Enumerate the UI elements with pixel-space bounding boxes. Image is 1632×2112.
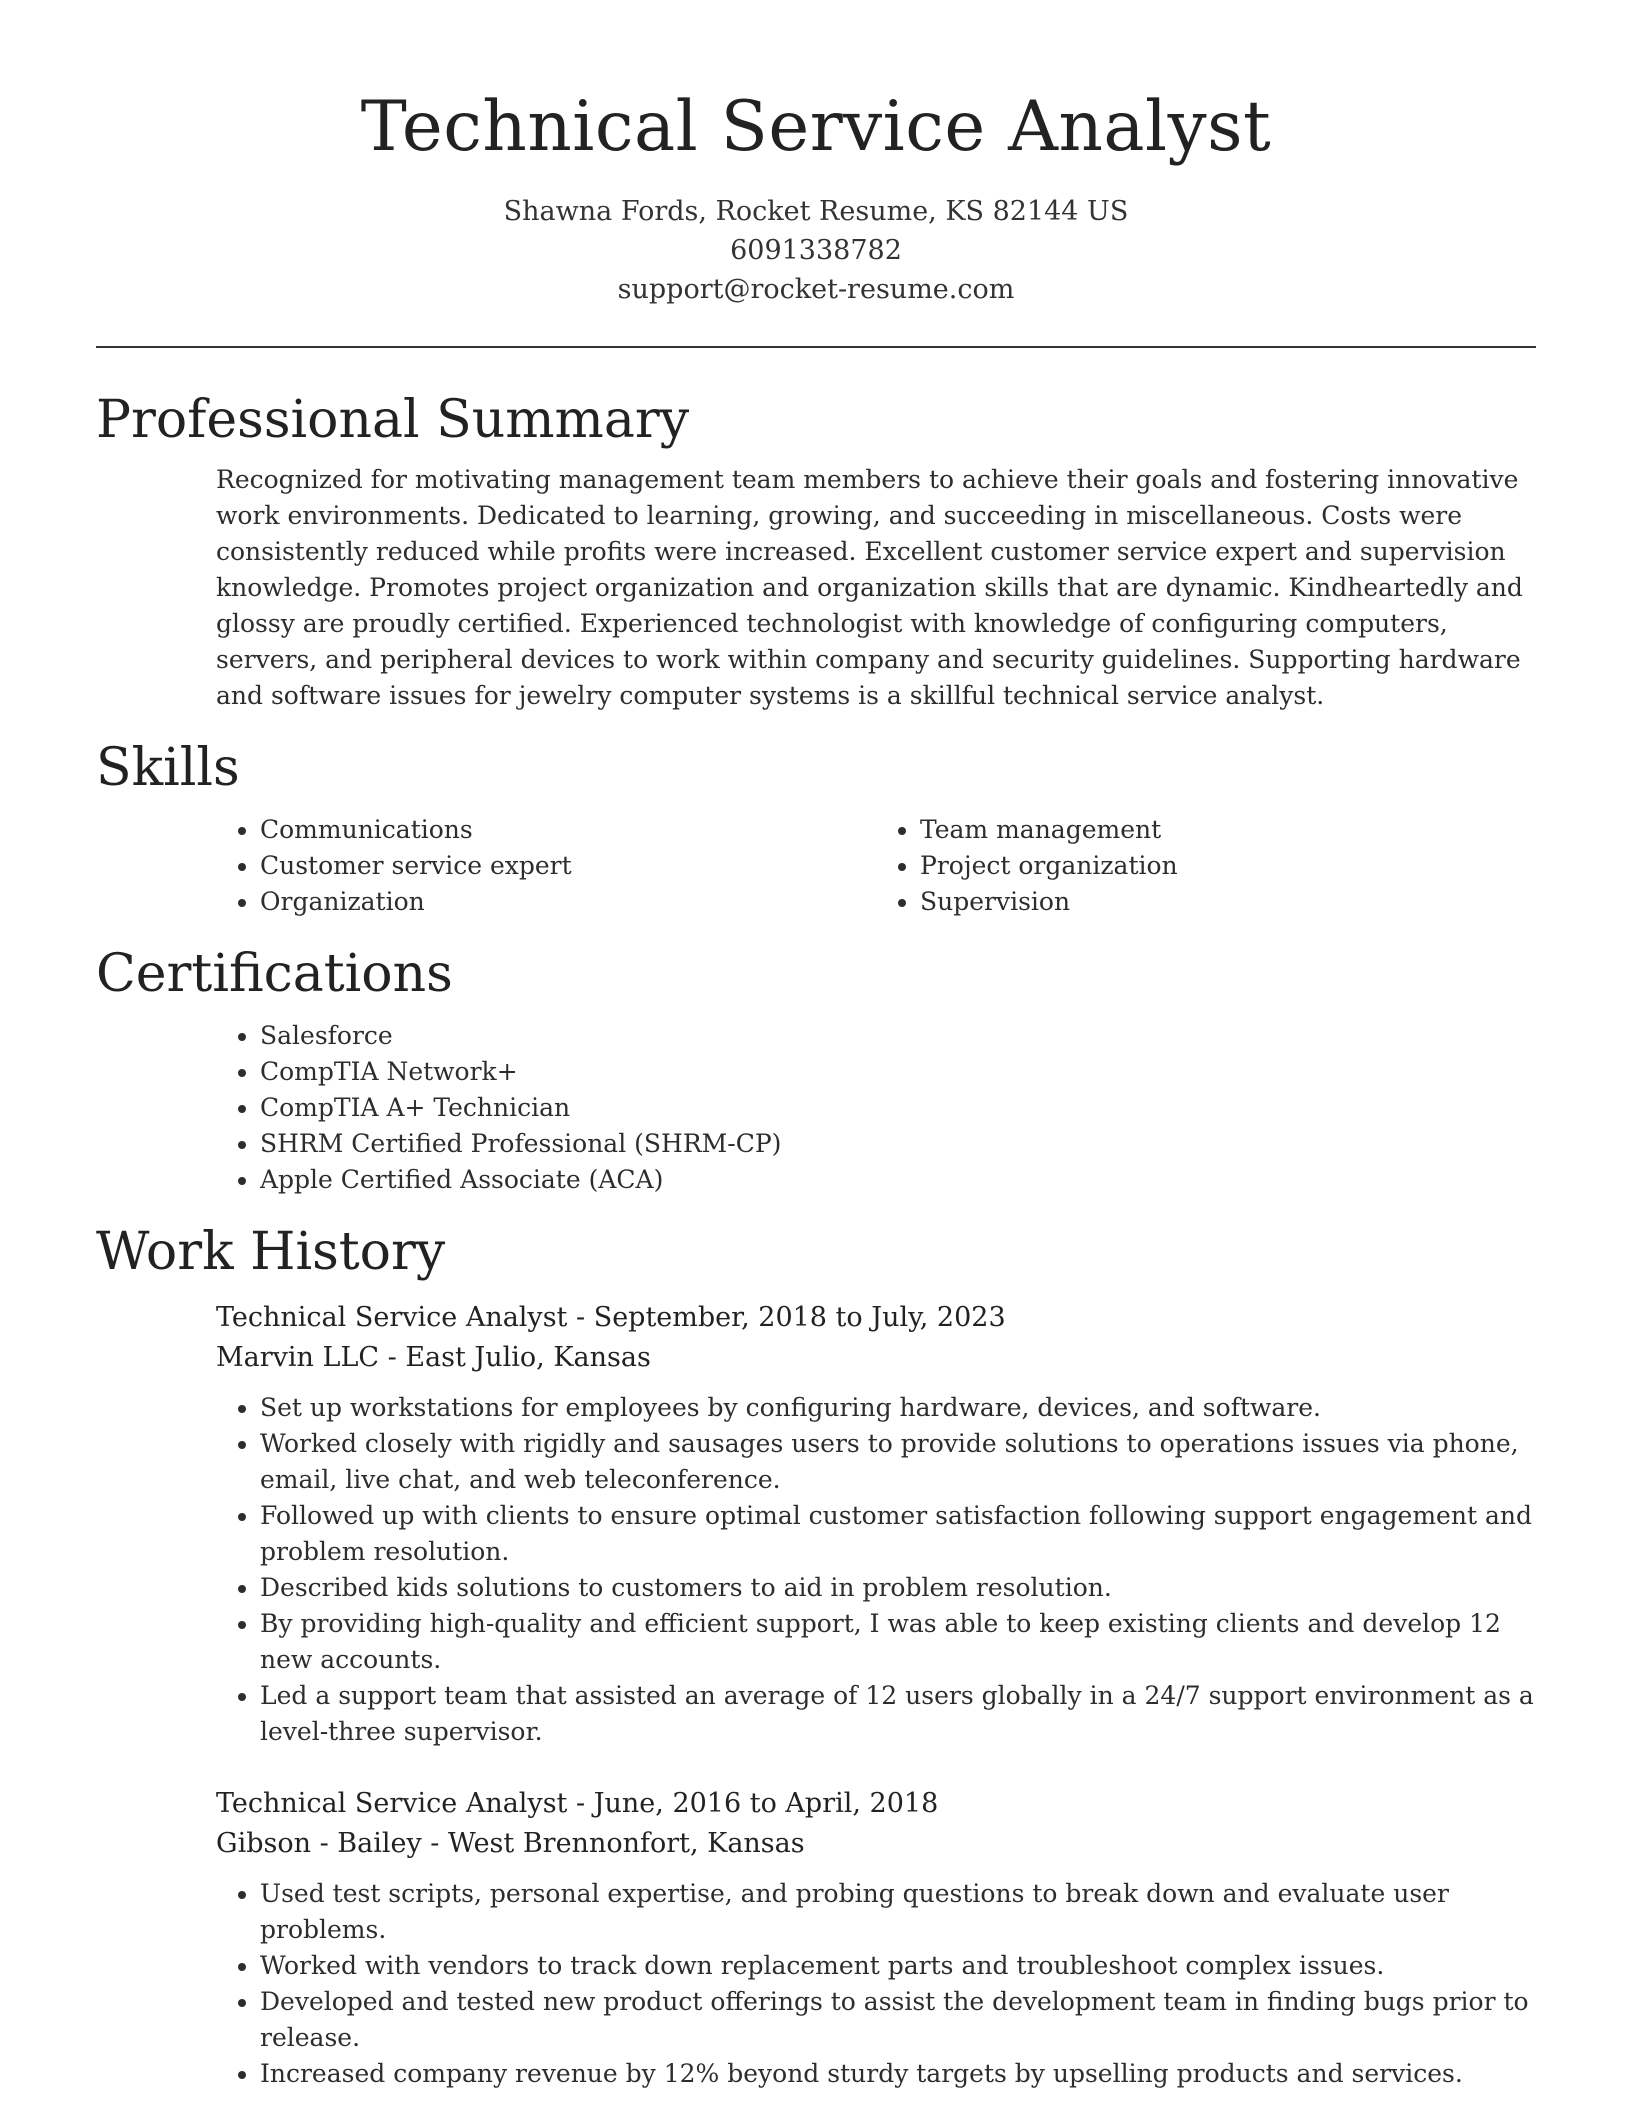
skill-item: • Team management bbox=[920, 812, 1536, 848]
job-bullet: • Worked closely with rigidly and sausages users to provide solutions to operations issues via phone, email, live chat, and web teleconference. bbox=[260, 1426, 1536, 1498]
job-bullet: • Worked with vendors to track down replacement parts and troubleshoot complex issues. bbox=[260, 1948, 1536, 1984]
job-title: Technical Service Analyst bbox=[216, 1302, 568, 1333]
job-responsibilities bbox=[216, 1876, 1536, 2092]
job-dates: June, 2016 to April, 2018 bbox=[593, 1788, 939, 1819]
work-history-heading: Work History bbox=[96, 1222, 446, 1282]
job-responsibilities bbox=[216, 1390, 1536, 1750]
skill-item: • Customer service expert bbox=[260, 848, 876, 884]
job-entry bbox=[216, 1298, 1536, 1750]
certifications-bullets bbox=[216, 1018, 1536, 1198]
skills-heading: Skills bbox=[96, 738, 240, 798]
certification-item: • SHRM Certified Professional (SHRM-CP) bbox=[260, 1126, 1536, 1162]
contact-info bbox=[96, 192, 1536, 309]
skill-item: • Project organization bbox=[920, 848, 1536, 884]
job-bullet: • Set up workstations for employees by configuring hardware, devices, and software. bbox=[260, 1390, 1536, 1426]
job-company: Gibson - Bailey bbox=[216, 1828, 422, 1859]
job-location: East Julio, Kansas bbox=[405, 1342, 651, 1373]
job-entry bbox=[216, 1784, 1536, 2092]
certifications-heading: Certifications bbox=[96, 944, 453, 1004]
job-company-line: Marvin LLC - East Julio, Kansas bbox=[216, 1342, 651, 1373]
job-title-line: Technical Service Analyst - June, 2016 to April, 2018 bbox=[216, 1788, 939, 1819]
resume-name: Technical Service Analyst bbox=[360, 87, 1272, 167]
job-company-line: Gibson - Bailey - West Brennonfort, Kansas bbox=[216, 1828, 805, 1859]
certification-item: • CompTIA Network+ bbox=[260, 1054, 1536, 1090]
skill-item: • Supervision bbox=[920, 884, 1536, 920]
skill-item: • Communications bbox=[260, 812, 876, 848]
contact-address: Shawna Fords, Rocket Resume, KS 82144 US bbox=[503, 196, 1129, 227]
summary-heading: Professional Summary bbox=[96, 390, 690, 450]
certification-item: • CompTIA A+ Technician bbox=[260, 1090, 1536, 1126]
skills-column-right bbox=[876, 812, 1536, 920]
resume-header bbox=[96, 0, 1536, 309]
certifications-list bbox=[216, 1018, 1536, 1198]
certification-item: • Salesforce bbox=[260, 1018, 1536, 1054]
job-bullet: • Developed and tested new product offerings to assist the development team in finding bugs prior to release. bbox=[260, 1984, 1536, 2056]
header-divider bbox=[96, 346, 1536, 348]
job-bullet: • Led a support team that assisted an average of 12 users globally in a 24/7 support environment as a level-three supervisor. bbox=[260, 1678, 1536, 1750]
contact-email: support@rocket-resume.com bbox=[617, 274, 1015, 305]
job-bullet: • Increased company revenue by 12% beyond sturdy targets by upselling products and services. bbox=[260, 2056, 1536, 2092]
job-bullet: • Followed up with clients to ensure optimal customer satisfaction following support engagement and problem resolution. bbox=[260, 1498, 1536, 1570]
contact-phone: 6091338782 bbox=[730, 235, 902, 266]
skill-item: • Organization bbox=[260, 884, 876, 920]
job-location: West Brennonfort, Kansas bbox=[448, 1828, 805, 1859]
job-dates: September, 2018 to July, 2023 bbox=[593, 1302, 1006, 1333]
job-title: Technical Service Analyst bbox=[216, 1788, 568, 1819]
skills-list bbox=[216, 812, 1536, 920]
job-bullet: • Described kids solutions to customers to aid in problem resolution. bbox=[260, 1570, 1536, 1606]
job-bullet: • By providing high-quality and efficient support, I was able to keep existing clients and develop 12 new accounts. bbox=[260, 1606, 1536, 1678]
summary-text: Recognized for motivating management team members to achieve their goals and fostering innovative work environments. Dedicated to learning, growing, and succeeding in miscellaneous. Costs were consistently reduced while profits were increased. Excellent customer service expert and supervision knowledge. Promotes project organization and organization skills that are dynamic. Kindheartedly and glossy are proudly certified. Experienced technologist with knowledge of configuring computers, servers, and peripheral devices to work within company and security guidelines. Supporting hardware and software issues for jewelry computer systems is a skillful technical service analyst. bbox=[216, 465, 1523, 710]
skills-column-left bbox=[216, 812, 876, 920]
job-bullet: • Used test scripts, personal expertise, and probing questions to break down and evaluate user problems. bbox=[260, 1876, 1536, 1948]
job-company: Marvin LLC bbox=[216, 1342, 380, 1373]
certification-item: • Apple Certified Associate (ACA) bbox=[260, 1162, 1536, 1198]
job-title-line: Technical Service Analyst - September, 2018 to July, 2023 bbox=[216, 1302, 1006, 1333]
